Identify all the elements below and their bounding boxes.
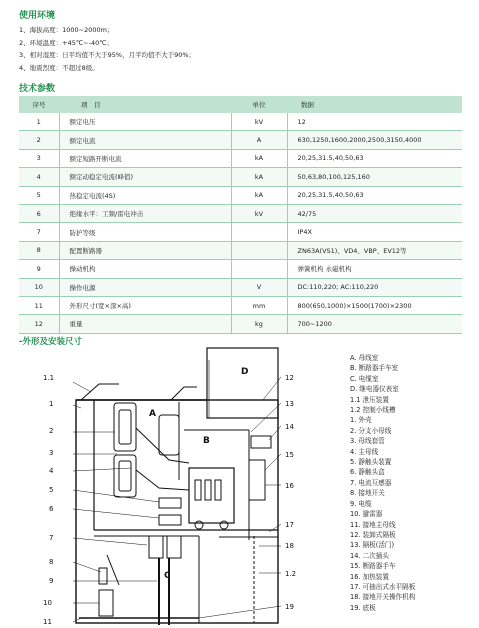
legend-item: 17. 可抽出式水平隔板	[350, 582, 416, 591]
callout: 6	[49, 505, 54, 513]
legend-item: 16. 加热装置	[350, 572, 389, 581]
row-value: 50,63,80,100,125,160	[287, 168, 462, 186]
env-item: 4、地震烈度：不超过8级。	[19, 63, 99, 72]
callout: 9	[49, 577, 54, 585]
callout: 13	[285, 400, 294, 408]
legend-item: 15. 断路器手车	[350, 562, 396, 571]
table-row	[19, 168, 462, 186]
label-compartment-d: D	[241, 367, 249, 377]
legend-item: 19. 底板	[350, 603, 376, 612]
callout: 1.1	[43, 374, 55, 382]
row-no: 5	[19, 186, 59, 204]
legend-item: 7. 电流互感器	[350, 478, 392, 487]
legend-item: 1.2 控制小线槽	[350, 406, 396, 415]
row-no: 2	[19, 131, 59, 149]
section-title-environment: 使用环境	[19, 11, 56, 21]
legend-item: 5. 静触头装置	[350, 458, 392, 467]
row-item: 额定电流	[59, 131, 231, 149]
legend-item: 11. 接地主母线	[350, 520, 396, 529]
switchgear-section-diagram	[19, 340, 329, 628]
legend-item: 4. 主母线	[350, 447, 379, 456]
legend-item: D. 继电器仪表室	[350, 385, 399, 394]
legend-item: C. 电缆室	[350, 374, 379, 383]
row-value: 42/75	[287, 204, 462, 222]
row-no: 12	[19, 315, 59, 333]
row-unit: kV	[231, 113, 287, 131]
table-row	[19, 260, 462, 278]
legend-item: 12. 装卸式隔板	[350, 530, 396, 539]
callout: 1	[49, 400, 54, 408]
table-row	[19, 186, 462, 204]
callout: 2	[49, 427, 54, 435]
table-row	[19, 223, 462, 241]
env-item: 1、海拔高度：1000~2000m；	[19, 26, 114, 34]
row-item: 重量	[59, 315, 231, 333]
legend-item: 6. 静触头盒	[350, 468, 385, 477]
row-unit: A	[231, 131, 287, 149]
row-unit: kA	[231, 149, 287, 167]
legend-item: 14. 二次插头	[350, 551, 389, 560]
legend-item: 18. 接地开关操作机构	[350, 593, 416, 602]
row-unit	[231, 223, 287, 241]
table-row	[19, 131, 462, 149]
row-no: 6	[19, 204, 59, 222]
row-item: 外形尺寸(宽×深×高)	[59, 296, 231, 314]
callout: 8	[49, 558, 54, 566]
table-row	[19, 204, 462, 222]
section-title-specs: 技术参数	[19, 84, 56, 94]
legend-item: 3. 母线套管	[350, 437, 385, 446]
row-unit: mm	[231, 296, 287, 314]
row-unit	[231, 260, 287, 278]
callout: 3	[49, 449, 54, 457]
callout: 18	[285, 542, 294, 550]
table-row	[19, 149, 462, 167]
row-no: 11	[19, 296, 59, 314]
legend-item: 8. 接地开关	[350, 489, 385, 498]
row-value: 弹簧机构 永磁机构	[287, 260, 462, 278]
row-unit: kg	[231, 315, 287, 333]
row-no: 3	[19, 149, 59, 167]
row-value: 800(650,1000)×1500(1700)×2300	[287, 296, 462, 314]
row-unit: V	[231, 278, 287, 296]
row-unit: kV	[231, 204, 287, 222]
label-compartment-b: B	[203, 436, 210, 446]
row-item: 额定电压	[59, 113, 231, 131]
row-unit: kA	[231, 168, 287, 186]
row-item: 热稳定电流(4S)	[59, 186, 231, 204]
legend-item: A. 母线室	[350, 354, 379, 362]
row-item: 配置断路器	[59, 241, 231, 259]
table-row	[19, 278, 462, 296]
table-header-row	[19, 96, 462, 113]
row-item: 额定动稳定电流(峰值)	[59, 168, 231, 186]
row-item: 操作电源	[59, 278, 231, 296]
row-no: 9	[19, 260, 59, 278]
callout: 5	[49, 486, 54, 494]
callout: 12	[285, 374, 294, 382]
header-unit: 单位	[231, 96, 287, 113]
row-item: 防护等级	[59, 223, 231, 241]
callout: 10	[43, 599, 52, 607]
callout: 15	[285, 451, 294, 459]
row-value: 12	[287, 113, 462, 131]
legend-item: 1.1 泄压装置	[350, 395, 389, 404]
row-value: 700~1200	[287, 315, 462, 333]
callout: 4	[49, 467, 54, 475]
header-item: 项 目	[59, 96, 231, 113]
env-item: 2、环境温度：+45℃~-40℃；	[19, 38, 114, 47]
row-value: ZN63A(VS1)、VD4、VBP、EV12等	[287, 241, 462, 259]
callout: 7	[49, 534, 54, 542]
row-value: DC:110,220; AC:110,220	[287, 278, 462, 296]
row-value: IP4X	[287, 223, 462, 241]
table-row	[19, 241, 462, 259]
callout: 1.2	[285, 570, 297, 578]
row-no: 8	[19, 241, 59, 259]
env-item: 3、相对湿度：日平均值不大于95%，月平均值不大于90%；	[19, 51, 196, 59]
environment-list	[19, 24, 195, 74]
legend-item: 9. 电缆	[350, 499, 372, 508]
row-no: 7	[19, 223, 59, 241]
label-compartment-a: A	[149, 409, 156, 419]
legend-item: 2. 分支小母线	[350, 426, 392, 435]
row-item: 额定短路开断电流	[59, 149, 231, 167]
row-item: 操动机构	[59, 260, 231, 278]
row-no: 4	[19, 168, 59, 186]
header-no: 序号	[19, 96, 59, 113]
label-compartment-c: C	[164, 571, 171, 581]
row-value: 20,25,31.5,40,50,63	[287, 149, 462, 167]
row-unit: kA	[231, 186, 287, 204]
callout: 16	[285, 482, 294, 490]
callout: 14	[285, 423, 294, 431]
row-no: 10	[19, 278, 59, 296]
legend-item: 10. 避雷器	[350, 510, 383, 519]
table-row	[19, 296, 462, 314]
callout: 11	[43, 618, 52, 626]
row-unit	[231, 241, 287, 259]
section-title-dimensions: -外形及安装尺寸	[19, 337, 83, 347]
spec-table	[19, 96, 462, 334]
callout: 19	[285, 603, 294, 611]
table-row	[19, 113, 462, 131]
legend-item: 1. 外壳	[350, 416, 372, 425]
diagram-legend	[350, 353, 415, 613]
row-no: 1	[19, 113, 59, 131]
row-value: 20,25,31.5,40,50,63	[287, 186, 462, 204]
legend-item: 13. 隔板(活门)	[350, 541, 395, 550]
header-value: 数据	[287, 96, 462, 113]
legend-item: B. 断路器手车室	[350, 364, 399, 373]
table-row	[19, 315, 462, 333]
row-item: 绝缘水平：工频/雷电冲击	[59, 204, 231, 222]
row-value: 630,1250,1600,2000,2500,3150,4000	[287, 131, 462, 149]
callout: 17	[285, 521, 294, 529]
